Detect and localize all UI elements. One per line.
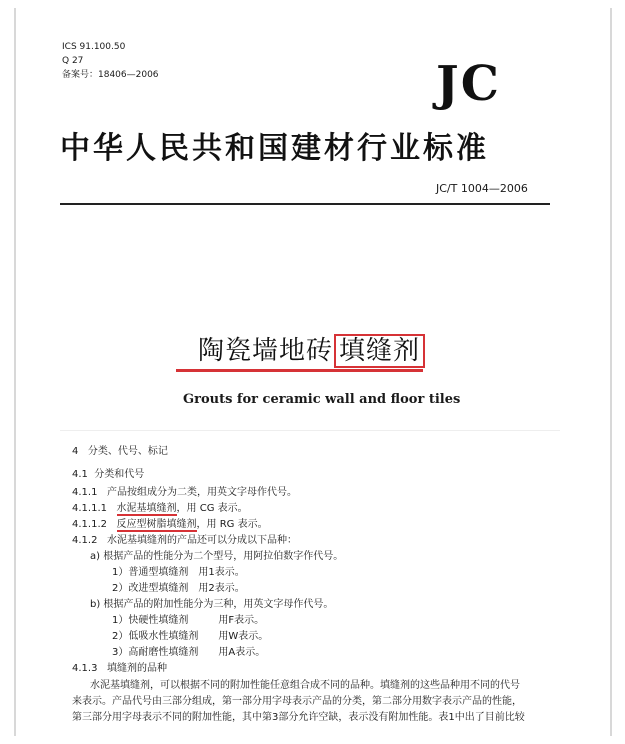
paragraph-line-2: 来表示。产品代号由三部分组成，第一部分用字母表示产品的分类，第二部分用数字表示产品的性能，: [72, 696, 522, 707]
clause-4-1-1: 4.1.1 产品按组成分为二类，用英文字母作代号。: [72, 487, 297, 498]
header-rule: [60, 203, 550, 205]
paragraph-line-1: 水泥基填缝剂，可以根据不同的附加性能任意组合成不同的品种。填缝剂的这些品种用不同的代号: [90, 680, 520, 691]
filing-number: 备案号：18406—2006: [62, 70, 159, 80]
item-b3: 3）高耐磨性填缝剂 用A表示。: [112, 647, 266, 658]
section-4-heading: 4 分类、代号、标记: [72, 446, 168, 457]
title-highlight-box: 填缝剂: [334, 334, 425, 368]
q-code: Q 27: [62, 56, 84, 66]
standard-number: JC/T 1004—2006: [436, 182, 528, 195]
jc-logo: JC: [436, 56, 501, 112]
paragraph-line-3: 第三部分用字母表示不同的附加性能，其中第3部分允许空缺，表示没有附加性能。表1中出了目前比较: [72, 712, 525, 723]
term-resin-grout: 反应型树脂填缝剂: [116, 519, 197, 530]
item-a: a) 根据产品的性能分为二个型号，用阿拉伯数字作代号。: [90, 551, 344, 562]
standard-category-title: 中华人民共和国建材行业标准: [60, 131, 489, 166]
ics-code: ICS 91.100.50: [62, 42, 126, 52]
item-b: b) 根据产品的附加性能分为三种，用英文字母作代号。: [90, 599, 334, 610]
clause-4-1-1-2: 4.1.1.2 反应型树脂填缝剂，用 RG 表示。: [72, 519, 268, 530]
section-divider: [60, 430, 560, 431]
item-b2: 2）低吸水性填缝剂 用W表示。: [112, 631, 269, 642]
term-cement-grout: 水泥基填缝剂: [116, 503, 177, 514]
document-page: [14, 8, 612, 736]
clause-4-1-1-1: 4.1.1.1 水泥基填缝剂，用 CG 表示。: [72, 503, 248, 514]
section-4-1-heading: 4.1 分类和代号: [72, 469, 145, 480]
title-red-underline: [176, 369, 423, 372]
clause-4-1-3: 4.1.3 填缝剂的品种: [72, 663, 167, 674]
item-a1: 1）普通型填缝剂 用1表示。: [112, 567, 245, 578]
document-title-cn: [198, 330, 425, 367]
item-b1: 1）快硬性填缝剂 用F表示。: [112, 615, 265, 626]
item-a2: 2）改进型填缝剂 用2表示。: [112, 583, 245, 594]
document-title-en: Grouts for ceramic wall and floor tiles: [183, 392, 461, 407]
title-prefix: 陶瓷墙地砖: [198, 336, 334, 366]
clause-4-1-2: 4.1.2 水泥基填缝剂的产品还可以分成以下品种：: [72, 535, 297, 546]
